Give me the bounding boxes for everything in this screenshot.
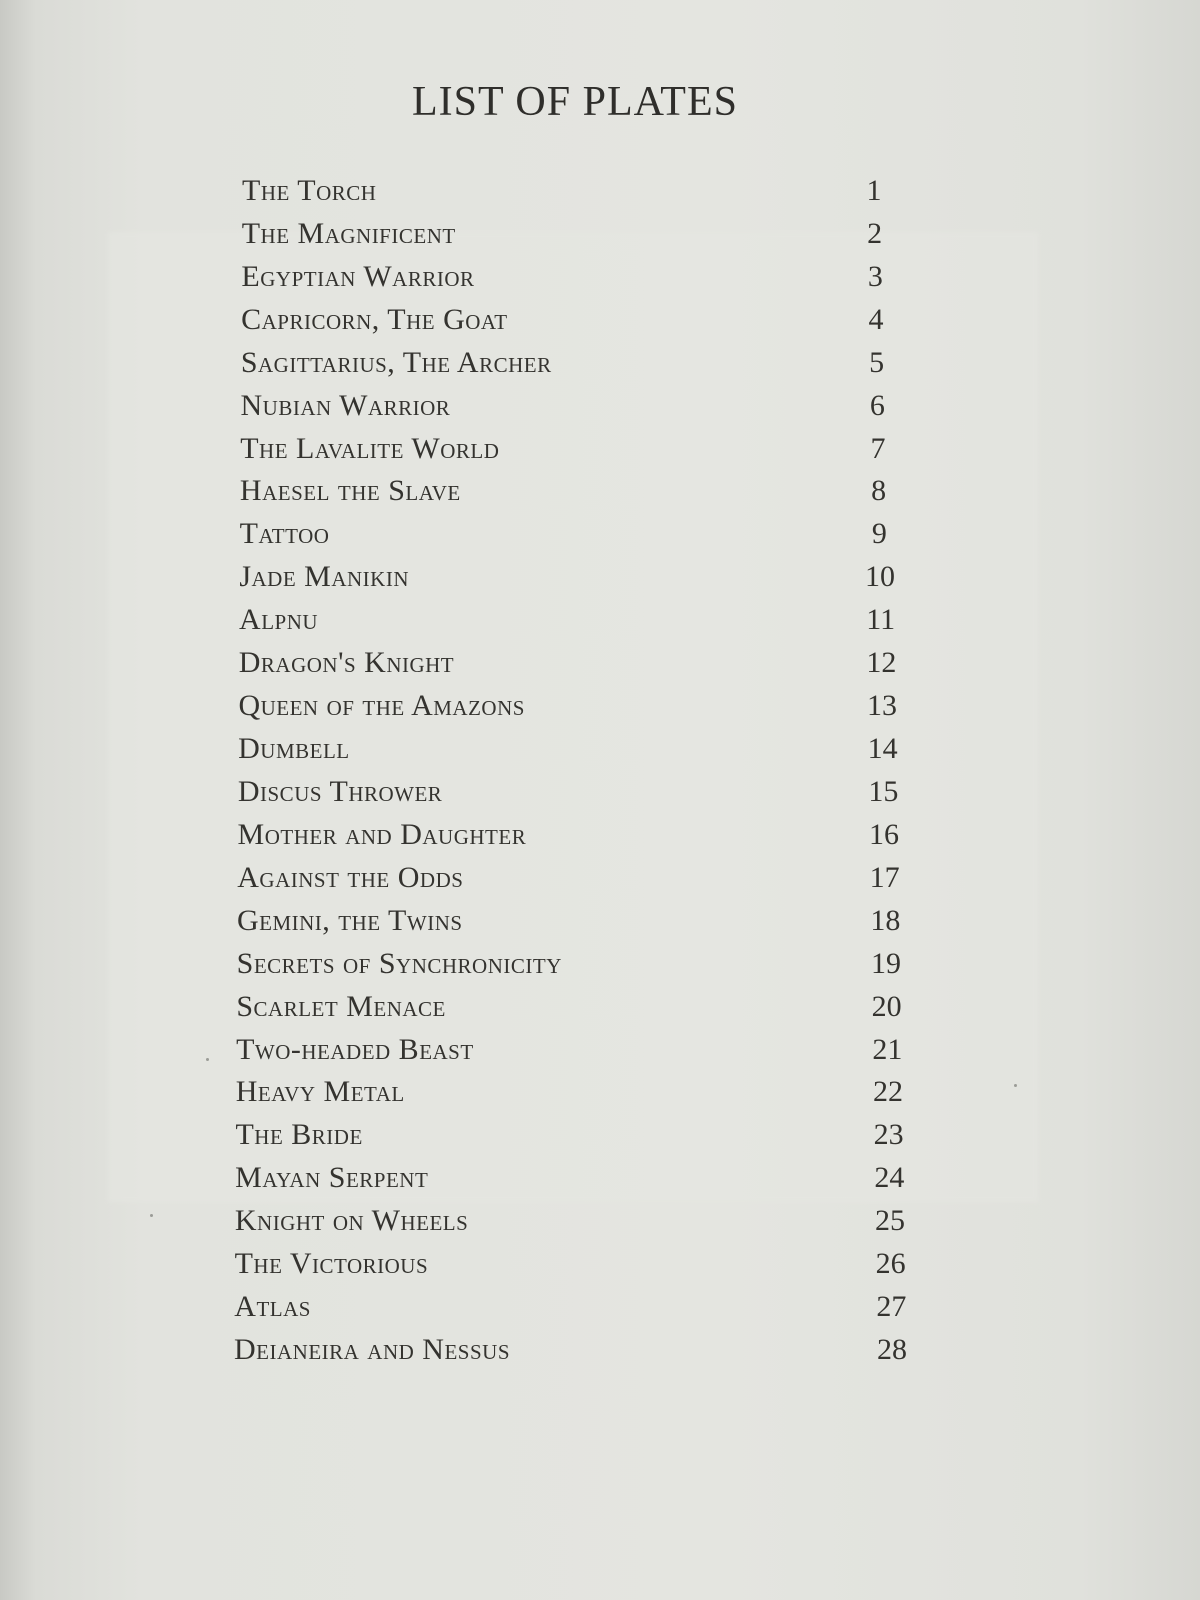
plate-title: The Torch bbox=[242, 174, 377, 207]
plate-title: Mother and Daughter bbox=[237, 817, 527, 851]
plate-number: 6 bbox=[869, 388, 885, 422]
plate-entry bbox=[234, 1287, 916, 1327]
plate-entry bbox=[235, 1115, 913, 1155]
plate-number: 3 bbox=[867, 259, 883, 293]
plate-number: 5 bbox=[869, 345, 885, 379]
plate-number: 11 bbox=[866, 603, 896, 637]
plate-entry bbox=[242, 214, 900, 254]
plate-entry bbox=[236, 987, 911, 1027]
plate-entry bbox=[239, 557, 905, 597]
plate-number: 7 bbox=[870, 431, 886, 465]
plate-entry bbox=[238, 729, 908, 769]
plate-title: Queen of the Amazons bbox=[238, 689, 525, 723]
plate-number: 2 bbox=[867, 216, 883, 250]
plate-number: 27 bbox=[876, 1290, 907, 1324]
plate-number: 4 bbox=[868, 302, 884, 336]
plate-title: Heavy Metal bbox=[235, 1075, 405, 1109]
plate-entry bbox=[241, 300, 901, 340]
plate-entry bbox=[239, 643, 907, 683]
plate-number: 12 bbox=[866, 646, 897, 680]
paper-speck bbox=[1014, 1084, 1017, 1087]
plate-title: Discus Thrower bbox=[237, 774, 443, 808]
plate-number: 18 bbox=[870, 903, 901, 937]
plate-number: 8 bbox=[871, 474, 887, 508]
plate-title: Atlas bbox=[234, 1290, 311, 1324]
plate-title: Jade Manikin bbox=[239, 560, 409, 594]
plate-number: 16 bbox=[868, 817, 899, 851]
plate-entry bbox=[240, 471, 904, 511]
paper-speck bbox=[150, 1214, 153, 1217]
plate-title: Haesel the Slave bbox=[239, 474, 461, 508]
plate-entry bbox=[235, 1158, 914, 1198]
plate-entry bbox=[238, 686, 907, 726]
plate-number: 20 bbox=[871, 989, 902, 1023]
plate-title: Mayan Serpent bbox=[235, 1161, 429, 1195]
plate-entry bbox=[235, 1201, 915, 1241]
plate-entry bbox=[240, 514, 905, 554]
plate-title: Nubian Warrior bbox=[240, 388, 451, 422]
page-title: LIST OF PLATES bbox=[412, 79, 738, 125]
plate-title: Against the Odds bbox=[237, 860, 464, 894]
plate-entry bbox=[237, 901, 910, 941]
plate-title: Secrets of Synchronicity bbox=[236, 946, 562, 980]
plate-title: Deianeira and Nessus bbox=[234, 1333, 511, 1366]
plate-title: Egyptian Warrior bbox=[241, 259, 475, 293]
plate-entry bbox=[238, 772, 908, 812]
plate-entry bbox=[237, 944, 911, 984]
plate-number: 21 bbox=[872, 1032, 903, 1066]
paper-speck bbox=[206, 1058, 209, 1061]
plate-number: 28 bbox=[877, 1333, 907, 1366]
plate-title: The Magnificent bbox=[241, 216, 456, 250]
plate-title: Dragon's Knight bbox=[238, 646, 455, 680]
plate-title: Capricorn, The Goat bbox=[241, 302, 508, 336]
plate-number: 9 bbox=[871, 517, 887, 551]
plate-entry bbox=[239, 600, 906, 640]
plate-entry bbox=[238, 815, 909, 855]
plate-number: 25 bbox=[874, 1204, 905, 1238]
plate-number: 22 bbox=[872, 1075, 903, 1109]
plate-number: 1 bbox=[866, 174, 882, 207]
plate-entry bbox=[241, 257, 900, 297]
plate-number: 10 bbox=[864, 560, 895, 594]
plate-title: Two-headed Beast bbox=[236, 1032, 474, 1066]
plate-number: 19 bbox=[870, 946, 901, 980]
plate-title: Knight on Wheels bbox=[234, 1204, 469, 1238]
plate-entry bbox=[235, 1244, 916, 1284]
plate-number: 17 bbox=[869, 860, 900, 894]
plate-number: 24 bbox=[874, 1161, 905, 1195]
plate-title: The Bride bbox=[235, 1118, 363, 1152]
plate-entry bbox=[237, 858, 909, 898]
plate-entry bbox=[240, 429, 903, 469]
plate-entry bbox=[236, 1030, 912, 1070]
plate-number: 14 bbox=[867, 732, 898, 766]
plate-title: Alpnu bbox=[239, 603, 319, 637]
plate-number: 26 bbox=[875, 1247, 906, 1281]
plate-entry bbox=[236, 1072, 913, 1112]
plate-number: 15 bbox=[868, 774, 899, 808]
plate-title: The Lavalite World bbox=[240, 431, 500, 465]
plate-title: Dumbell bbox=[238, 732, 350, 766]
plate-title: Tattoo bbox=[239, 517, 330, 551]
plate-entry bbox=[234, 1330, 917, 1370]
plate-title: Scarlet Menace bbox=[236, 989, 446, 1023]
plate-title: Gemini, the Twins bbox=[236, 903, 463, 937]
plate-entry bbox=[241, 386, 903, 426]
plate-title: Sagittarius, The Archer bbox=[240, 345, 552, 379]
plate-number: 13 bbox=[866, 689, 897, 723]
plate-entry bbox=[241, 343, 902, 383]
plate-entry bbox=[242, 171, 899, 211]
plate-number: 23 bbox=[873, 1118, 904, 1152]
plate-title: The Victorious bbox=[234, 1247, 429, 1281]
